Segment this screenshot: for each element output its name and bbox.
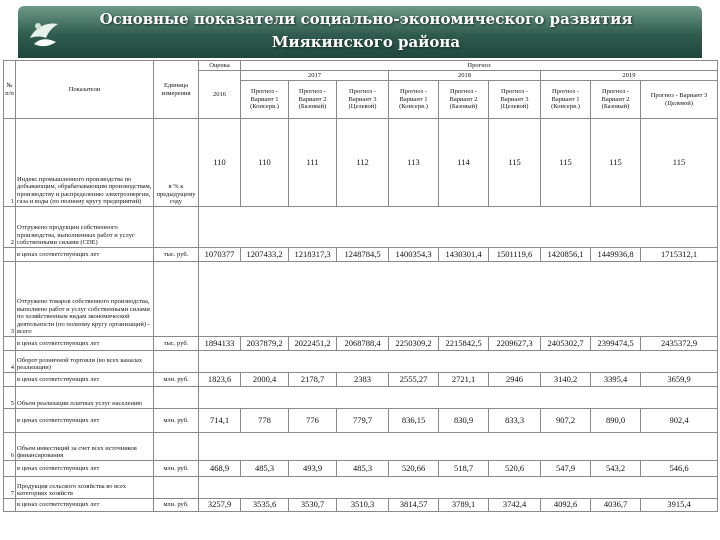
table-cell: 776 [289,409,337,433]
table-cell: 3530,7 [289,499,337,512]
table-cell: 3510,3 [337,499,389,512]
row-sublabel: в ценах соответствующих лет [16,409,154,433]
row-values-empty [199,387,718,409]
header-variant: Прогноз - Вариант 1 (Консерв.) [389,81,439,119]
table-row [4,387,718,409]
row-label: Индекс промышленного производства по добывающим, обрабатывающим производствам, производству и распределению электроэнергии, газа и воды (по полному кругу предприятий) [16,119,154,207]
table-row [4,337,718,351]
table-row [4,248,718,262]
table-cell: 1248784,5 [337,248,389,262]
row-unit-empty [154,262,199,337]
row-unit: млн. руб. [154,461,199,477]
table-cell: 1430301,4 [439,248,489,262]
table-cell: 112 [337,119,389,207]
row-unit-empty [154,351,199,373]
table-cell: 2215842,5 [439,337,489,351]
row-label: Продукция сельского хозяйства во всех категориях хозяйств [16,477,154,499]
row-num: 1 [4,119,16,207]
row-unit: млн. руб. [154,373,199,387]
row-num-empty [4,373,16,387]
table-cell: 546,6 [641,461,718,477]
row-num: 3 [4,262,16,337]
header-variant: Прогноз - Вариант 1 (Консерв.) [241,81,289,119]
header-forecast: Прогноз [241,61,718,71]
table-cell: 3257,9 [199,499,241,512]
table-cell: 836,15 [389,409,439,433]
row-label: Оборот розничной торговли (во всех каналах реализации) [16,351,154,373]
table-cell: 485,3 [241,461,289,477]
table-cell: 2250309,2 [389,337,439,351]
row-sublabel: в ценах соответствующих лет [16,461,154,477]
table-cell: 485,3 [337,461,389,477]
row-num: 4 [4,351,16,373]
table-cell: 3814,57 [389,499,439,512]
table-row [4,433,718,461]
row-num-empty [4,248,16,262]
table-cell: 1207433,2 [241,248,289,262]
table-cell: 714,1 [199,409,241,433]
table-cell: 518,7 [439,461,489,477]
table-cell: 3742,4 [489,499,541,512]
table-row [4,477,718,499]
row-values-empty [199,207,718,248]
table-cell: 779,7 [337,409,389,433]
table-cell: 1823,6 [199,373,241,387]
table-cell: 3915,4 [641,499,718,512]
table-cell: 1501119,6 [489,248,541,262]
table-cell: 520,6 [489,461,541,477]
header-variant: Прогноз - Вариант 2 (Базовый) [439,81,489,119]
header-indicator: Показатели [16,61,154,119]
table-cell: 2435372,9 [641,337,718,351]
row-unit-empty [154,207,199,248]
row-unit-empty [154,433,199,461]
row-unit: млн. руб. [154,499,199,512]
table-cell: 4092,6 [541,499,591,512]
table-row [4,461,718,477]
header-variant: Прогноз - Вариант 2 (Базовый) [289,81,337,119]
header-variant: Прогноз - Вариант 1 (Консерв.) [541,81,591,119]
table-cell: 115 [541,119,591,207]
table-cell: 3789,1 [439,499,489,512]
header-variant: Прогноз - Вариант 3 (Целевой) [489,81,541,119]
row-num-empty [4,499,16,512]
table-cell: 2721,1 [439,373,489,387]
row-label: Отгружено продукции собственного производства, выполненных работ и услуг собственными силами (CDE) [16,207,154,248]
row-values-empty [199,262,718,337]
table-cell: 1449936,8 [591,248,641,262]
table-cell: 543,2 [591,461,641,477]
table-cell: 1218317,3 [289,248,337,262]
table-cell: 115 [591,119,641,207]
table-row [4,409,718,433]
table-row [4,499,718,512]
table-cell: 2209627,3 [489,337,541,351]
table-cell: 2399474,5 [591,337,641,351]
table-cell: 890,0 [591,409,641,433]
table-cell: 115 [641,119,718,207]
table-cell: 2555,27 [389,373,439,387]
table-row [4,119,718,207]
table-cell: 3659,9 [641,373,718,387]
table-cell: 2405302,7 [541,337,591,351]
header-estimate-year: 2016 [199,71,241,119]
row-values-empty [199,477,718,499]
row-sublabel: в ценах соответствующих лет [16,337,154,351]
row-sublabel: в ценах соответствующих лет [16,499,154,512]
header-estimate: Оценка [199,61,241,71]
indicators-table [3,60,718,512]
header-num: № п/п [4,61,16,119]
row-label: Объем инвестиций за счет всех источников финансирования [16,433,154,461]
table-cell: 2383 [337,373,389,387]
row-unit: тыс. руб. [154,337,199,351]
table-cell: 547,9 [541,461,591,477]
table-cell: 2022451,2 [289,337,337,351]
table-cell: 2037879,2 [241,337,289,351]
header-variant: Прогноз - Вариант 2 (Базовый) [591,81,641,119]
table-cell: 2000,4 [241,373,289,387]
row-unit-empty [154,387,199,409]
table-cell: 2178,7 [289,373,337,387]
row-label: Отгружено товаров собственного производства, выполнено работ и услуг собственными силами по хозяйственным видам экономической деятельности (по полному кругу организаций) - всего [16,262,154,337]
table-cell: 1420856,1 [541,248,591,262]
header-variant: Прогноз - Вариант 3 (Целевой) [337,81,389,119]
table-cell: 111 [289,119,337,207]
table-cell: 1715312,1 [641,248,718,262]
table-cell: 3395,4 [591,373,641,387]
header-unit: Единица измерения [154,61,199,119]
table-cell: 493,9 [289,461,337,477]
row-values-empty [199,351,718,373]
table-cell: 1894133 [199,337,241,351]
row-num-empty [4,337,16,351]
table-cell: 468,9 [199,461,241,477]
row-num: 7 [4,477,16,499]
table-cell: 830,9 [439,409,489,433]
row-unit: тыс. руб. [154,248,199,262]
table-cell: 114 [439,119,489,207]
table-cell: 907,2 [541,409,591,433]
page-title: Основные показатели социально-экономического развития Миякинского района [99,10,633,51]
table-cell: 833,3 [489,409,541,433]
row-unit: млн. руб. [154,409,199,433]
table-cell: 110 [199,119,241,207]
table-cell: 4036,7 [591,499,641,512]
row-num-empty [4,461,16,477]
table-cell: 902,4 [641,409,718,433]
header-year-2018: 2018 [389,71,541,81]
row-sublabel: в ценах соответствующих лет [16,373,154,387]
row-num: 5 [4,387,16,409]
row-num: 6 [4,433,16,461]
table-row [4,262,718,337]
table-cell: 778 [241,409,289,433]
table-row [4,373,718,387]
row-num: 2 [4,207,16,248]
row-label: Объем реализации платных услуг населению [16,387,154,409]
row-num-empty [4,409,16,433]
table-cell: 113 [389,119,439,207]
table-cell: 1070377 [199,248,241,262]
table-cell: 3140,2 [541,373,591,387]
header-variant: Прогноз - Вариант 3 (Целевой) [641,81,718,119]
header-year-2017: 2017 [241,71,389,81]
table-cell: 1400354,3 [389,248,439,262]
table-cell: 520,66 [389,461,439,477]
row-values-empty [199,433,718,461]
table-cell: 2946 [489,373,541,387]
table-cell: 3535,6 [241,499,289,512]
table-cell: 110 [241,119,289,207]
row-sublabel: в ценах соответствующих лет [16,248,154,262]
header-year-2019: 2019 [541,71,718,81]
table-cell: 115 [489,119,541,207]
table-row [4,351,718,373]
row-unit: в % к предыдущему году [154,119,199,207]
table-row [4,207,718,248]
row-unit-empty [154,477,199,499]
table-cell: 2068788,4 [337,337,389,351]
